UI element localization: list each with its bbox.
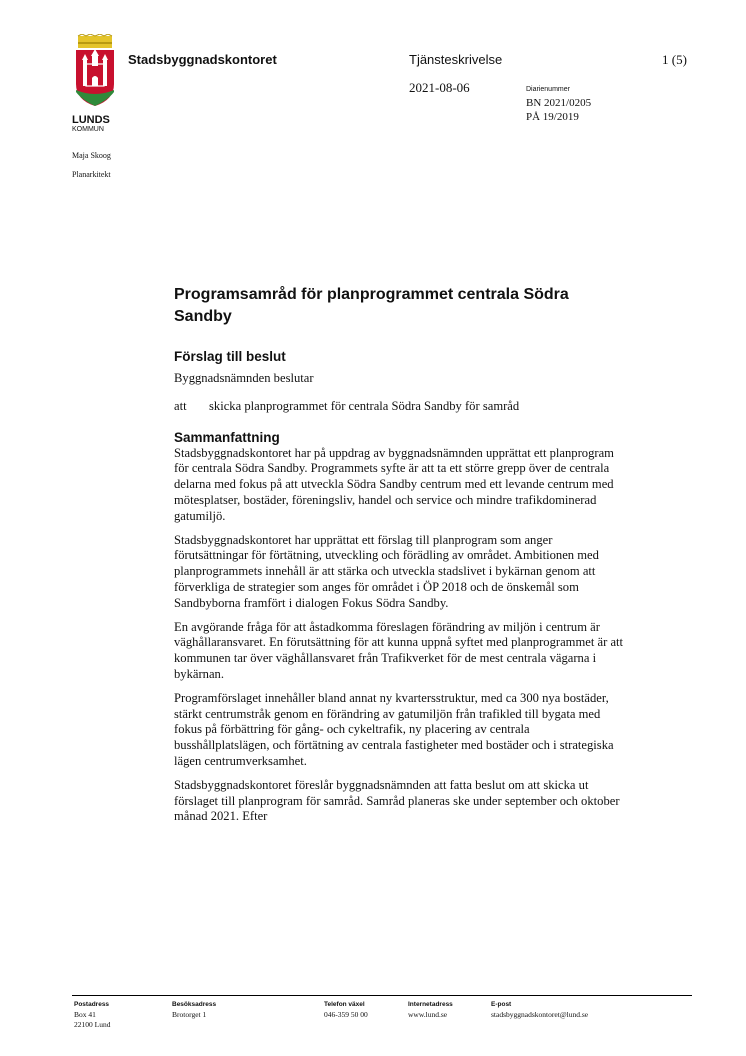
footer-telefon-label: Telefon växel [324, 1001, 365, 1008]
document-type: Tjänsteskrivelse [409, 52, 503, 67]
footer-postadress-line2: 22100 Lund [74, 1020, 111, 1029]
document-date: 2021-08-06 [409, 80, 470, 95]
footer-besoksadress-label: Besöksadress [172, 1001, 217, 1008]
author-role: Planarkitekt [72, 170, 111, 179]
diarienummer-2: PÅ 19/2019 [526, 111, 579, 123]
footer-postadress [74, 1000, 110, 1030]
author-name: Maja Skoog [72, 151, 111, 160]
footer-epost-link[interactable]: stadsbyggnadskontoret@lund.se [491, 1010, 589, 1019]
crest-icon [72, 34, 118, 108]
footer-postadress-line1: Box 41 [74, 1010, 96, 1019]
footer-internet [408, 1000, 453, 1020]
footer-internet-link[interactable]: www.lund.se [408, 1010, 448, 1019]
diarienummer-1: BN 2021/0205 [526, 97, 592, 109]
logo-text-kommun: KOMMUN [72, 126, 104, 133]
decision-item [174, 399, 626, 415]
organization-name: Stadsbyggnadskontoret [128, 52, 277, 67]
decision-intro: Byggnadsnämnden beslutar [174, 371, 314, 385]
page-number: 1 (5) [662, 52, 687, 67]
footer-divider [72, 995, 692, 996]
logo-text-lunds: LUNDS [72, 114, 110, 126]
footer-epost [491, 1000, 588, 1020]
footer-epost-label: E-post [491, 1001, 512, 1008]
footer-besoksadress [172, 1000, 216, 1020]
summary-paragraph-4: Programförslaget innehåller bland annat ny kvartersstruktur, med ca 300 nya bostäder, stärkt centrumstråk genom en förändring av gatumiljön från trafikled till bygata med fokus på förbättring för gång- och cykeltrafik, ny placering av centrala busshållplatslägen, och förtätning av centrala fastigheter med bostäder och i strategiska lägen centrumverksamhet. [174, 690, 614, 768]
decision-att-word: att [174, 398, 187, 413]
summary-paragraph-5: Stadsbyggnadskontoret föreslår byggnadsnämnden att fatta beslut om att skicka ut förslaget till planprogram för samråd. Samråd planeras ske under september och oktober månad 2021. Efter [174, 777, 620, 824]
footer-telefon-value: 046-359 50 00 [324, 1010, 368, 1019]
summary-heading: Sammanfattning [174, 429, 280, 445]
footer-besoksadress-value: Brotorget 1 [172, 1010, 207, 1019]
summary-paragraph-1: Stadsbyggnadskontoret har på uppdrag av byggnadsnämnden upprättat ett planprogram för centrala Södra Sandby. Programmets syfte är att ta ett större grepp över de centrala delarna med fokus på att utveckla Södra Sandby centrum med ett levande centrum med mötesplatser, bostäder, föreningsliv, handel och service och mindre trafikdominerad gatumiljö. [174, 445, 614, 523]
footer-postadress-label: Postadress [74, 1001, 110, 1008]
decision-text: skicka planprogrammet för centrala Södra Sandby för samråd [209, 398, 520, 413]
footer-internet-label: Internetadress [408, 1001, 453, 1008]
decision-heading: Förslag till beslut [174, 349, 286, 364]
summary-paragraph-2: Stadsbyggnadskontoret har upprättat ett förslag till planprogram som anger förutsättningar för förtätning, utveckling och förädling av området. Ambitionen med planprogrammets innehåll är att stärka och utveckla stadslivet i bykärnan genom att förverkliga de strategier som anges för området i ÖP 2018 och de önskemål som Sandbyborna framfört i dialogen Fokus Södra Sandby. [174, 532, 599, 610]
main-content [174, 284, 626, 833]
lunds-kommun-logo [72, 34, 118, 133]
author-block [72, 146, 111, 184]
summary-paragraph-3: En avgörande fråga för att åstadkomma föreslagen förändring av miljön i centrum är väghållaransvaret. En förutsättning för att kunna uppnå syftet med planprogrammet är att kommunen tar över väghållansvaret från Trafikverket för de mest centrala vägarna i bykärnan. [174, 619, 624, 681]
footer-telefon [324, 1000, 368, 1020]
diarienummer-label: Diarienummer [526, 86, 570, 93]
page-title: Programsamråd för planprogrammet centrala Södra Sandby [174, 286, 569, 325]
